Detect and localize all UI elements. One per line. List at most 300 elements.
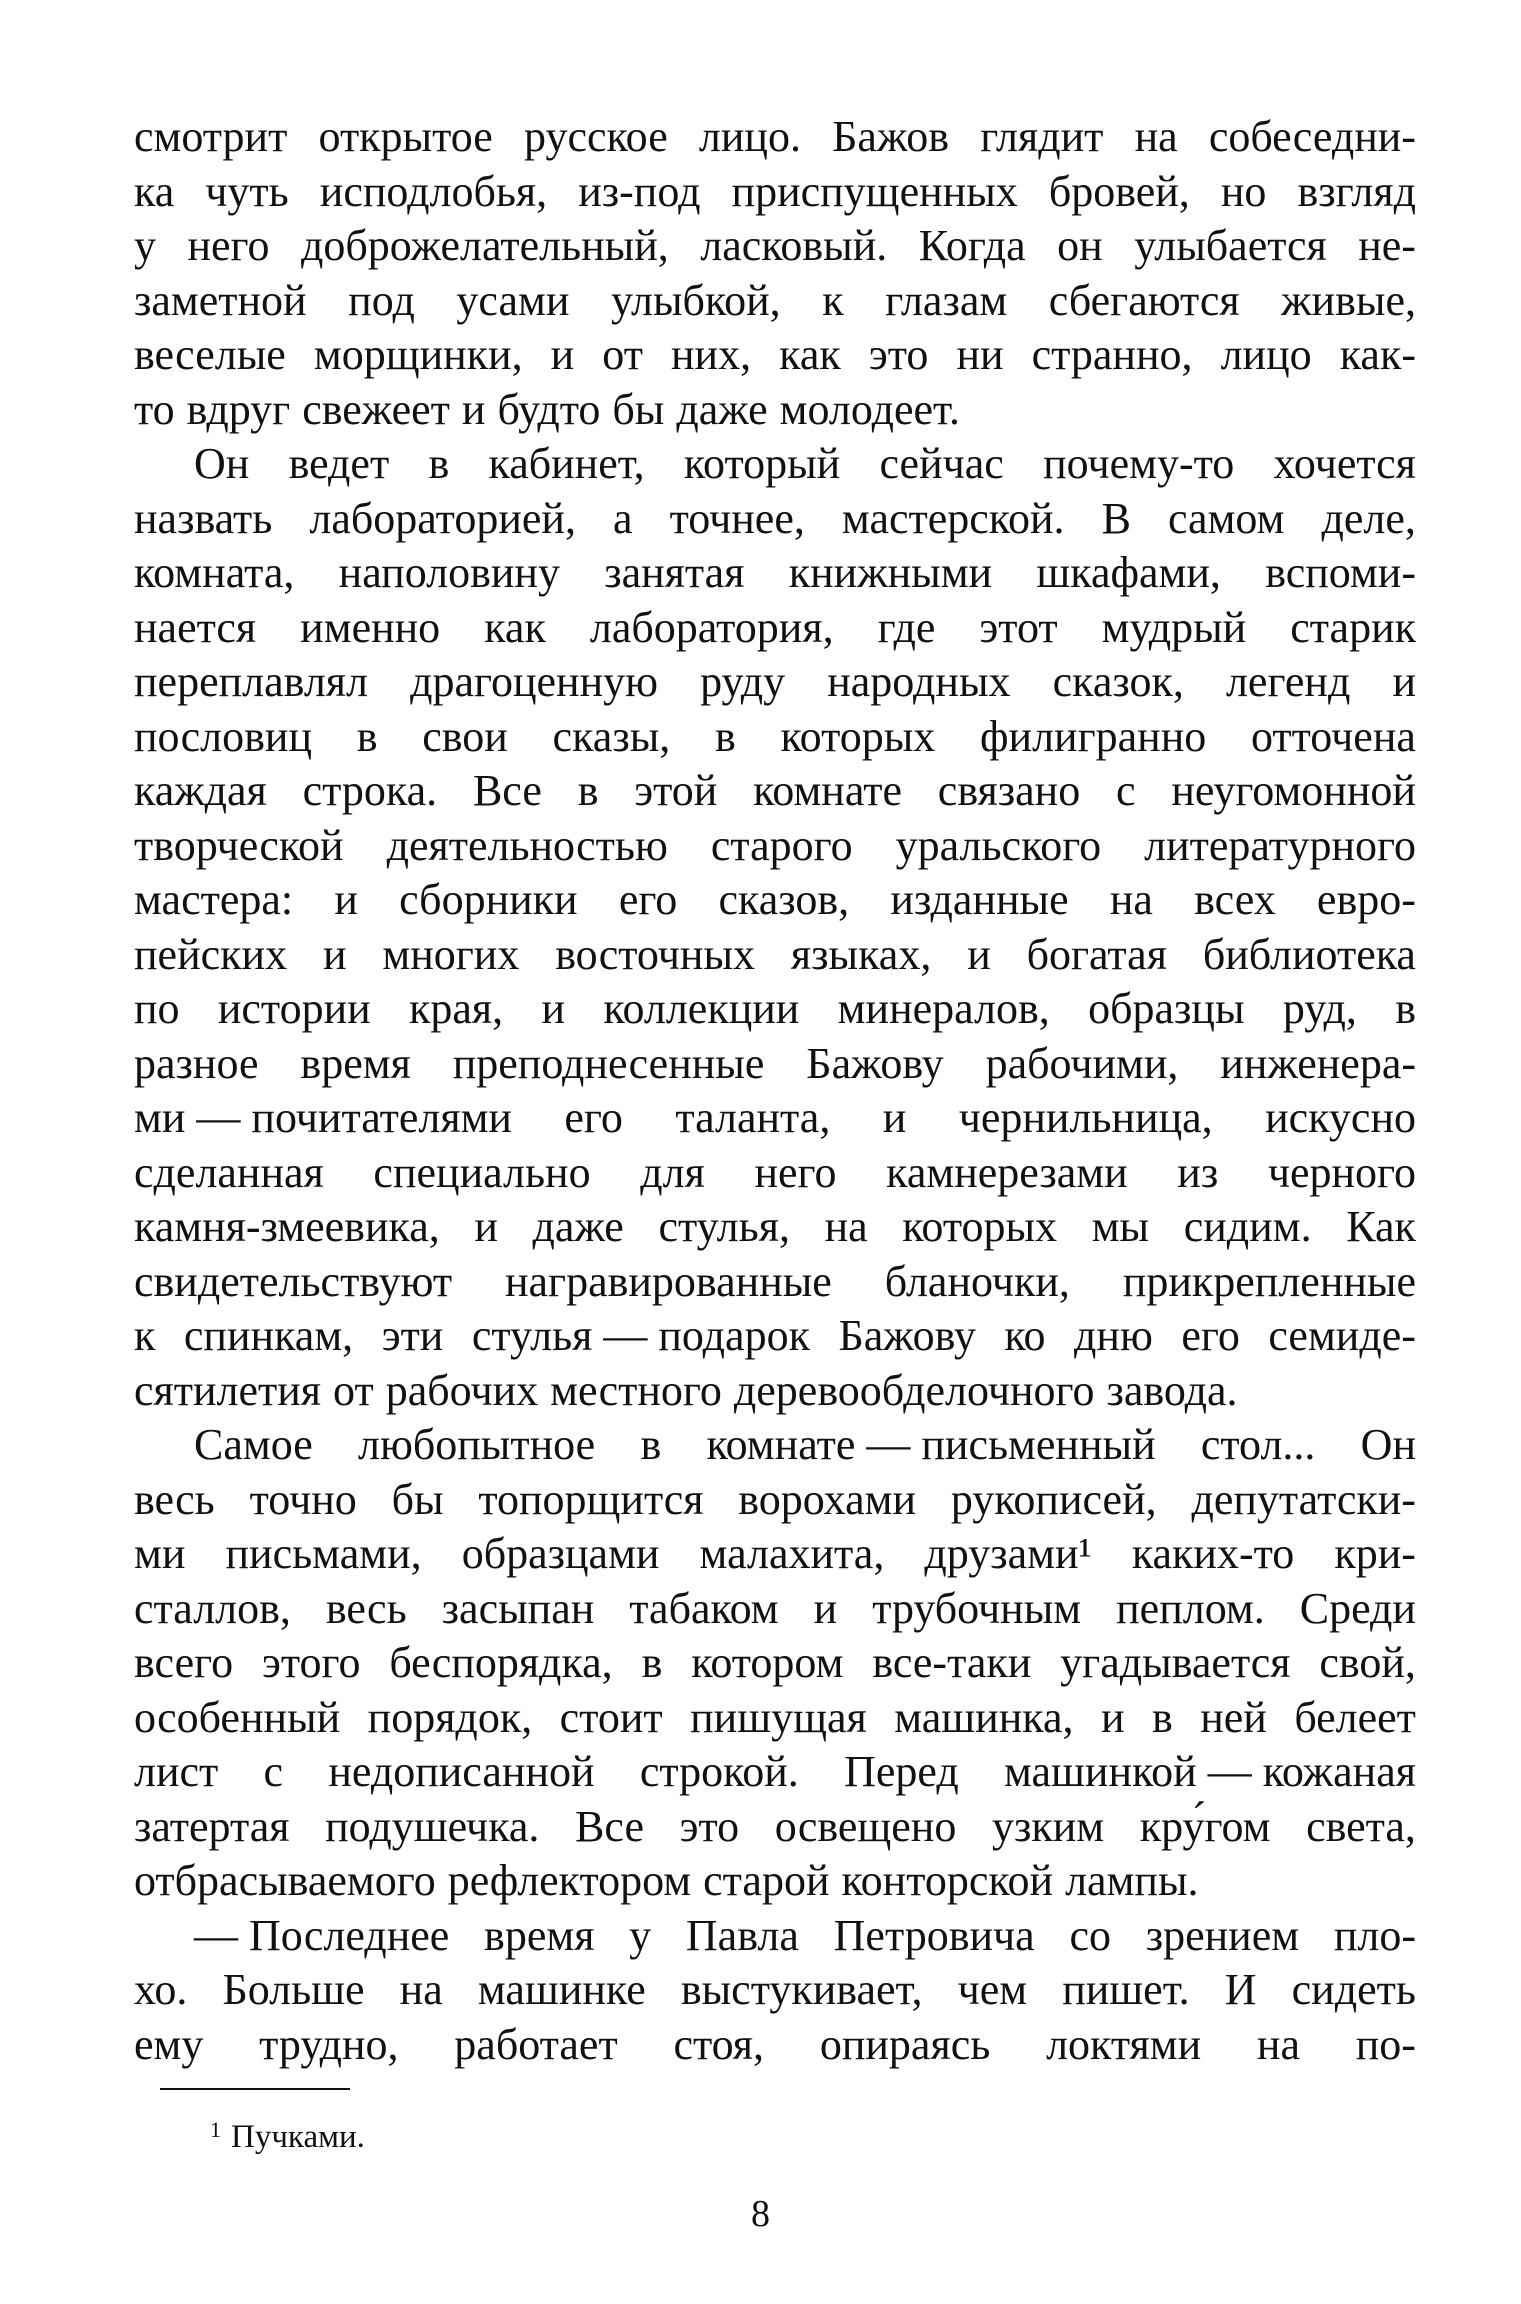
word: ни <box>956 330 1004 379</box>
text-line <box>134 546 1416 601</box>
word: каждая <box>134 766 267 815</box>
text-line <box>134 601 1416 656</box>
word: и <box>813 1583 838 1633</box>
text-line <box>134 1418 1416 1473</box>
word: этот <box>979 602 1058 652</box>
word: сидим. <box>1183 1202 1312 1251</box>
word: и <box>541 984 566 1033</box>
word: пеплом. <box>1116 1583 1265 1633</box>
word: пло- <box>1333 1910 1416 1960</box>
word: Больше <box>222 1965 365 2014</box>
word: уральского <box>895 820 1102 870</box>
word: рабочих <box>385 1365 539 1415</box>
word: неугомонной <box>1171 766 1416 815</box>
footnote <box>210 2110 365 2157</box>
word: затертая <box>134 1801 290 1851</box>
word: творческой <box>134 820 344 870</box>
word: сделанная <box>134 1147 324 1197</box>
word: даже <box>676 384 768 434</box>
word: как- <box>1339 330 1416 379</box>
word: В <box>1101 493 1131 543</box>
word: многих <box>382 929 520 979</box>
word: открытое <box>318 112 493 161</box>
word: депутатски- <box>1191 1474 1416 1524</box>
word: всего <box>134 1638 234 1687</box>
word: края, <box>409 984 504 1033</box>
word: него <box>754 1147 837 1197</box>
word: собеседни- <box>1208 112 1416 161</box>
text-line <box>134 110 1416 165</box>
word: пейских <box>134 929 288 979</box>
word: на <box>399 1965 443 2014</box>
word: со <box>1069 1910 1111 1960</box>
word: свой, <box>1319 1638 1416 1687</box>
word: стоя, <box>673 2019 765 2069</box>
text-line <box>134 1963 1416 2018</box>
word: стол... <box>1200 1420 1316 1469</box>
word: трудно, <box>259 2019 399 2069</box>
text-line <box>134 873 1416 928</box>
word: языках, <box>790 929 932 979</box>
word: Бажову <box>806 1038 944 1088</box>
word: филигранно <box>980 711 1207 761</box>
word: время <box>300 1038 411 1088</box>
word: завода. <box>1106 1365 1238 1415</box>
word: малахита, <box>699 1529 885 1578</box>
word: изданные <box>890 875 1069 924</box>
word: бы <box>391 1474 444 1524</box>
text-line <box>134 1527 1416 1582</box>
word: приспущенных <box>731 166 1018 216</box>
text-line <box>134 165 1416 220</box>
word: занятая <box>604 548 745 597</box>
word: Бажову <box>838 1311 976 1360</box>
text-line <box>134 1364 1416 1419</box>
word: шкафами, <box>1036 548 1221 597</box>
word: выстукивает, <box>680 1965 923 2014</box>
text-line <box>134 1309 1416 1364</box>
word: его <box>618 875 678 924</box>
word: Перед <box>844 1747 959 1796</box>
word: сейчас <box>879 439 1004 488</box>
text-line <box>134 2018 1416 2073</box>
word: отточена <box>1251 711 1416 761</box>
text-line <box>134 1200 1416 1255</box>
text-line <box>134 1091 1416 1146</box>
footnote-divider <box>160 2088 350 2090</box>
word: угадывается <box>1060 1638 1291 1687</box>
word: взгляд <box>1297 166 1416 216</box>
word: них, <box>671 330 752 379</box>
word: спинкам, <box>183 1311 354 1360</box>
word: строкой. <box>639 1747 799 1796</box>
text-line <box>134 1636 1416 1691</box>
word: время <box>484 1910 595 1960</box>
text-line <box>134 1473 1416 1528</box>
word: топорщится <box>478 1474 704 1524</box>
word: евро- <box>1316 875 1416 924</box>
word: Павла <box>685 1910 799 1960</box>
word: лицо. <box>698 112 801 161</box>
word: старого <box>710 820 853 870</box>
word: него <box>187 221 270 270</box>
word: Он <box>1360 1420 1416 1469</box>
word: пословиц <box>134 711 312 761</box>
word: трубочным <box>872 1583 1082 1633</box>
word: смотрит <box>134 112 288 161</box>
word: зрением <box>1145 1910 1300 1960</box>
word: Петровича <box>833 1910 1035 1960</box>
word: Все <box>575 1801 644 1851</box>
word: старик <box>1290 602 1416 652</box>
word: живые, <box>1281 275 1416 325</box>
word: Все <box>472 766 542 815</box>
word: веселые <box>134 330 286 379</box>
word: семиде- <box>1268 1311 1416 1360</box>
word: хо. <box>134 1965 188 2014</box>
word: в <box>1151 1692 1173 1742</box>
word: самом <box>1167 493 1285 543</box>
word: лабораторией, <box>309 493 576 543</box>
word: молодеет. <box>779 384 960 434</box>
word: мастера: <box>134 875 294 924</box>
word: камня-змеевика, <box>134 1202 440 1251</box>
word: а <box>613 493 633 543</box>
word: сказок, <box>1052 657 1184 706</box>
word: и <box>334 875 358 924</box>
word: и <box>1392 657 1416 706</box>
word: Среди <box>1299 1583 1416 1633</box>
word: и <box>550 330 575 379</box>
word: Самое <box>194 1420 313 1469</box>
word: сидеть <box>1291 1965 1416 2014</box>
word: Он <box>194 439 250 488</box>
word: черного <box>1267 1147 1416 1197</box>
word: ко <box>1004 1311 1046 1360</box>
word: будто <box>497 384 601 434</box>
word: чуть <box>205 166 289 216</box>
word: рефлектором <box>447 1856 692 1905</box>
text-line <box>134 819 1416 874</box>
word: улыбкой, <box>610 275 781 325</box>
text-line <box>134 764 1416 819</box>
word: странно, <box>1031 330 1193 379</box>
word: чем <box>957 1965 1028 2014</box>
word: весь <box>325 1583 407 1633</box>
text-line <box>134 274 1416 329</box>
text-line <box>134 219 1416 274</box>
word: засыпан <box>441 1583 595 1633</box>
word: русское <box>524 112 668 161</box>
word: котором <box>691 1638 844 1687</box>
word: доброжелательный, <box>300 221 669 270</box>
word: почему-то <box>1043 439 1235 488</box>
word: его <box>1181 1311 1240 1360</box>
word: которых <box>902 1202 1058 1251</box>
word: которых <box>780 711 936 761</box>
word: чернильница, <box>958 1093 1213 1142</box>
word: сказы, <box>552 711 671 761</box>
word: письмами, <box>225 1529 422 1578</box>
word: точнее, <box>669 493 805 543</box>
word: ми — почитателями <box>134 1093 512 1142</box>
word: лаборатория, <box>589 602 834 652</box>
word: для <box>640 1147 705 1197</box>
text-line <box>134 710 1416 765</box>
word: ми <box>134 1529 186 1578</box>
page-number: 8 <box>751 2193 770 2235</box>
word: машинкой — кожаная <box>1003 1747 1416 1796</box>
word: строка. <box>302 766 438 815</box>
word: в <box>641 1638 663 1687</box>
word: бланочки, <box>884 1256 1070 1306</box>
footnote-marker: 1 <box>210 2117 221 2142</box>
word: даже <box>532 1202 624 1251</box>
word: хочется <box>1273 439 1416 488</box>
word: всех <box>1194 875 1276 924</box>
word: образцы <box>1088 984 1245 1033</box>
text-line <box>134 328 1416 383</box>
text-line <box>134 1745 1416 1800</box>
word: восточных <box>555 929 756 979</box>
word: инженера- <box>1220 1038 1416 1088</box>
word: глазам <box>885 275 1008 325</box>
text-line <box>134 1582 1416 1637</box>
word: специально <box>373 1147 591 1197</box>
word: по- <box>1355 2019 1416 2069</box>
word: опираясь <box>819 2019 991 2069</box>
word: по <box>134 984 180 1033</box>
word: ведет <box>288 439 390 488</box>
word: наполовину <box>338 548 560 597</box>
word: награвированные <box>504 1256 832 1306</box>
word: сказов, <box>718 875 850 924</box>
word: Когда <box>918 221 1026 270</box>
word: Как <box>1346 1202 1416 1251</box>
word: отбрасываемого <box>134 1856 436 1905</box>
word: на <box>824 1202 868 1251</box>
word: руд, <box>1282 984 1357 1033</box>
word: деятельностью <box>386 820 668 870</box>
word: каких-то <box>1131 1529 1295 1578</box>
word: стоит <box>559 1692 663 1742</box>
word: усами <box>456 275 570 325</box>
word: любопытное <box>358 1420 596 1469</box>
word: в <box>356 711 378 761</box>
word: недописанной <box>328 1747 595 1796</box>
word: деревообделочного <box>733 1365 1095 1415</box>
word: свежеет <box>302 384 450 434</box>
word: старой <box>703 1856 830 1905</box>
word: вдруг <box>186 384 291 434</box>
word: узким <box>991 1801 1105 1851</box>
word: лицо <box>1220 330 1312 379</box>
word: связано <box>937 766 1081 815</box>
text-line <box>134 1691 1416 1746</box>
word: в <box>428 439 450 488</box>
word: особенный <box>134 1692 341 1742</box>
word: и <box>461 384 486 434</box>
word: переплавлял <box>134 657 368 706</box>
word: это <box>868 330 929 379</box>
word: вспоми- <box>1265 548 1416 597</box>
word: к <box>822 275 844 325</box>
word: драгоценную <box>410 657 658 706</box>
word: И <box>1224 1965 1257 2014</box>
text-line <box>134 492 1416 547</box>
word: ласковый. <box>700 221 888 270</box>
word: подушечка. <box>325 1801 540 1851</box>
word: в <box>1395 984 1416 1033</box>
word: порядок, <box>367 1692 533 1742</box>
word: свои <box>422 711 508 761</box>
text-line <box>134 1146 1416 1201</box>
word: книжными <box>788 548 993 597</box>
word: рабочими, <box>985 1038 1179 1088</box>
word: света, <box>1306 1801 1416 1851</box>
word: с <box>263 1747 284 1796</box>
word: бровей, <box>1048 166 1190 216</box>
word: все-таки <box>872 1638 1032 1687</box>
word: друзами¹ <box>924 1529 1092 1578</box>
word: — Последнее <box>194 1910 450 1960</box>
word: на <box>1134 112 1178 161</box>
word: преподнесенные <box>452 1038 765 1088</box>
word: морщинки, <box>313 330 523 379</box>
word: комнате <box>753 766 902 815</box>
word: конторской <box>841 1856 1054 1905</box>
word: кри- <box>1334 1529 1416 1578</box>
word: это <box>679 1801 740 1851</box>
word: из-под <box>578 166 701 216</box>
word: освещено <box>774 1801 957 1851</box>
word: комната, <box>134 548 295 597</box>
word: как <box>779 330 841 379</box>
word: в <box>715 711 736 761</box>
word: не- <box>1358 221 1416 270</box>
word: и <box>967 929 991 979</box>
word: коллекции <box>603 984 800 1033</box>
word: ней <box>1200 1692 1267 1742</box>
word: лист <box>134 1747 219 1796</box>
word: работает <box>454 2019 618 2069</box>
word: и <box>1100 1692 1125 1742</box>
word: комнате — письменный <box>706 1420 1156 1469</box>
word: пишет. <box>1062 1965 1190 2014</box>
text-line <box>134 1255 1416 1310</box>
word: деле, <box>1321 493 1416 543</box>
word: где <box>877 602 936 652</box>
word: минералов, <box>837 984 1050 1033</box>
word: руду <box>700 657 786 706</box>
word: его <box>564 1093 623 1142</box>
word: кабинет, <box>488 439 645 488</box>
word: локтями <box>1046 2019 1202 2069</box>
text-line <box>134 928 1416 983</box>
word: на <box>1256 2019 1300 2069</box>
word: местного <box>550 1365 722 1415</box>
word: глядит <box>980 112 1104 161</box>
word: табаком <box>629 1583 779 1633</box>
text-line <box>134 1037 1416 1092</box>
word: и <box>474 1202 498 1251</box>
word: прикрепленные <box>1122 1256 1416 1306</box>
word: богатая <box>1026 929 1167 979</box>
word: на <box>1109 875 1153 924</box>
word: разное <box>134 1038 259 1088</box>
text-line <box>134 982 1416 1037</box>
word: то <box>134 384 175 434</box>
word: машинка, <box>894 1692 1074 1742</box>
word: в <box>577 766 599 815</box>
word: стулья — подарок <box>471 1311 810 1360</box>
word: этой <box>634 766 718 815</box>
word: беспорядка, <box>389 1638 613 1687</box>
word: ка <box>134 166 175 216</box>
word: белеет <box>1294 1692 1416 1742</box>
word: от <box>602 330 643 379</box>
word: точно <box>249 1474 357 1524</box>
word: ворохами <box>738 1474 917 1524</box>
text-line <box>134 1800 1416 1855</box>
word: улыбается <box>1134 221 1327 270</box>
word: и <box>322 929 347 979</box>
word: стулья, <box>658 1202 790 1251</box>
word: бы <box>612 384 665 434</box>
word: мастерской. <box>841 493 1065 543</box>
word: дню <box>1074 1311 1153 1360</box>
word: этого <box>261 1638 361 1687</box>
text-line <box>134 437 1416 492</box>
word: и <box>882 1093 907 1142</box>
word: истории <box>217 984 371 1033</box>
word: он <box>1057 221 1103 270</box>
text-line <box>134 1854 1416 1909</box>
word: с <box>1116 766 1136 815</box>
word: весь <box>134 1474 215 1524</box>
word: сятилетия <box>134 1365 322 1415</box>
word: кру́гом <box>1139 1801 1271 1851</box>
word: литературного <box>1144 820 1416 870</box>
text-line <box>134 1909 1416 1964</box>
word: сталлов, <box>134 1583 291 1633</box>
word: назвать <box>134 493 273 543</box>
word: мудрый <box>1101 602 1247 652</box>
word: рукописей, <box>950 1474 1157 1524</box>
word: легенд <box>1225 657 1351 706</box>
page-body <box>134 110 1416 2072</box>
text-line <box>134 383 1416 438</box>
word: пишущая <box>690 1692 867 1742</box>
word: машинке <box>477 1965 646 2014</box>
word: свидетельствуют <box>134 1256 453 1306</box>
footnote-text: Пучками. <box>231 2119 365 2155</box>
word: Бажов <box>832 112 950 161</box>
word: сбегаются <box>1048 275 1240 325</box>
word: сборники <box>399 875 578 924</box>
word: камнерезами <box>886 1147 1128 1197</box>
word: нается <box>134 602 257 652</box>
word: у <box>629 1910 652 1960</box>
word: под <box>348 275 415 325</box>
word: который <box>683 439 841 488</box>
word: от <box>333 1365 374 1415</box>
word: у <box>134 221 156 270</box>
word: заметной <box>134 275 307 325</box>
word: как <box>484 602 546 652</box>
word: именно <box>300 602 441 652</box>
word: образцами <box>461 1529 660 1578</box>
